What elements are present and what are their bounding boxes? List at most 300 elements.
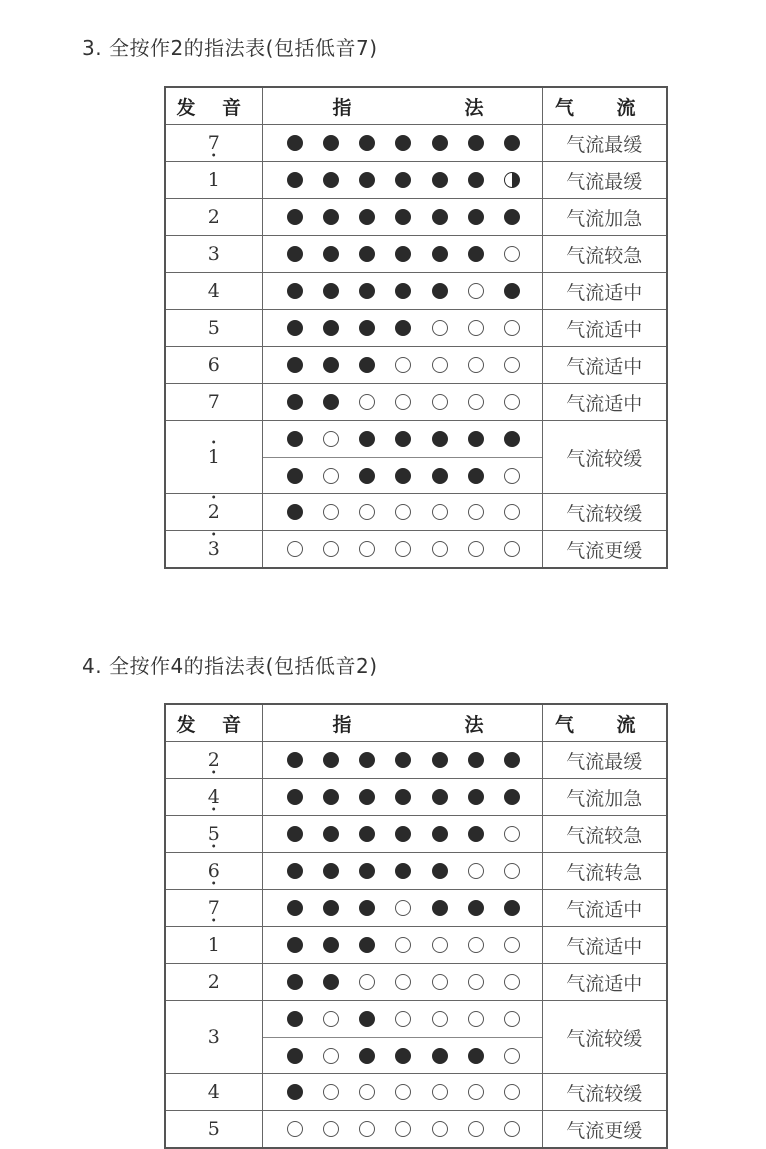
note-label: • 2	[208, 503, 220, 522]
note-label: 1	[207, 169, 220, 191]
note-label: 6 •	[208, 862, 220, 881]
fingering-pattern	[263, 927, 542, 963]
filled-hole-icon	[504, 135, 520, 151]
airflow-cell: 气流加急	[542, 199, 667, 236]
table-row	[165, 779, 667, 816]
fingering-pattern	[263, 236, 542, 272]
fingering-pattern	[263, 890, 542, 926]
airflow-cell: 气流最缓	[542, 125, 667, 162]
filled-hole-icon	[287, 357, 303, 373]
fingering-cell	[262, 742, 542, 779]
filled-hole-icon	[359, 246, 375, 262]
filled-hole-icon	[323, 357, 339, 373]
fingering-table-1	[164, 86, 668, 569]
filled-hole-icon	[395, 863, 411, 879]
filled-hole-icon	[359, 937, 375, 953]
airflow-cell: 气流适中	[542, 273, 667, 310]
fingering-cell	[262, 531, 542, 569]
note-cell	[165, 236, 262, 273]
note-cell	[165, 125, 262, 162]
table-row	[165, 1074, 667, 1111]
open-hole-icon	[504, 504, 520, 520]
fingering-pattern	[263, 1001, 542, 1037]
filled-hole-icon	[323, 826, 339, 842]
filled-hole-icon	[432, 246, 448, 262]
filled-hole-icon	[323, 246, 339, 262]
filled-hole-icon	[432, 900, 448, 916]
note-cell	[165, 742, 262, 779]
fingering-cell	[262, 1001, 542, 1074]
open-hole-icon	[504, 1011, 520, 1027]
filled-hole-icon	[287, 394, 303, 410]
airflow-cell: 气流适中	[542, 964, 667, 1001]
filled-hole-icon	[287, 974, 303, 990]
open-hole-icon	[395, 357, 411, 373]
airflow-cell: 气流较缓	[542, 1001, 667, 1074]
note-label: 5	[207, 1118, 220, 1140]
note-label: 3	[207, 1026, 220, 1048]
fingering-pattern	[263, 742, 542, 778]
note-cell	[165, 927, 262, 964]
open-hole-icon	[504, 541, 520, 557]
section-title-2: 4. 全按作4的指法表(包括低音2)	[82, 654, 378, 678]
header-airflow: 气 流	[542, 87, 667, 125]
table-row	[165, 162, 667, 199]
table-row	[165, 890, 667, 927]
open-hole-icon	[468, 974, 484, 990]
filled-hole-icon	[395, 320, 411, 336]
open-hole-icon	[395, 504, 411, 520]
filled-hole-icon	[468, 789, 484, 805]
open-hole-icon	[468, 283, 484, 299]
filled-hole-icon	[395, 1048, 411, 1064]
open-hole-icon	[468, 320, 484, 336]
filled-hole-icon	[359, 826, 375, 842]
note-cell	[165, 162, 262, 199]
filled-hole-icon	[504, 209, 520, 225]
header-fingering-b: 法	[464, 713, 484, 736]
note-label: 3	[207, 243, 220, 265]
table-row	[165, 816, 667, 853]
airflow-cell: 气流较急	[542, 816, 667, 853]
table-row	[165, 927, 667, 964]
airflow-cell: 气流适中	[542, 310, 667, 347]
open-hole-icon	[287, 1121, 303, 1137]
filled-hole-icon	[359, 1048, 375, 1064]
fingering-pattern	[263, 816, 542, 852]
open-hole-icon	[359, 504, 375, 520]
table-row	[165, 347, 667, 384]
filled-hole-icon	[432, 209, 448, 225]
filled-hole-icon	[287, 826, 303, 842]
open-hole-icon	[468, 1011, 484, 1027]
open-hole-icon	[468, 541, 484, 557]
note-label: 5 •	[208, 825, 220, 844]
open-hole-icon	[359, 1121, 375, 1137]
filled-hole-icon	[287, 209, 303, 225]
fingering-pattern	[263, 853, 542, 889]
table-header-row	[165, 704, 667, 742]
open-hole-icon	[287, 541, 303, 557]
note-label: • 1	[208, 448, 220, 467]
filled-hole-icon	[287, 135, 303, 151]
fingering-pattern	[263, 457, 542, 493]
filled-hole-icon	[287, 752, 303, 768]
open-hole-icon	[432, 1011, 448, 1027]
open-hole-icon	[323, 541, 339, 557]
filled-hole-icon	[395, 135, 411, 151]
note-cell	[165, 273, 262, 310]
filled-hole-icon	[432, 789, 448, 805]
airflow-cell: 气流较缓	[542, 1074, 667, 1111]
fingering-pattern	[263, 531, 542, 567]
filled-hole-icon	[468, 826, 484, 842]
filled-hole-icon	[323, 974, 339, 990]
fingering-cell	[262, 236, 542, 273]
filled-hole-icon	[395, 283, 411, 299]
fingering-cell	[262, 273, 542, 310]
filled-hole-icon	[287, 504, 303, 520]
open-hole-icon	[432, 1084, 448, 1100]
open-hole-icon	[359, 1084, 375, 1100]
filled-hole-icon	[359, 468, 375, 484]
filled-hole-icon	[395, 789, 411, 805]
fingering-cell	[262, 1074, 542, 1111]
airflow-cell: 气流更缓	[542, 1111, 667, 1149]
fingering-cell	[262, 927, 542, 964]
filled-hole-icon	[359, 357, 375, 373]
airflow-cell: 气流适中	[542, 347, 667, 384]
filled-hole-icon	[432, 283, 448, 299]
table-row	[165, 273, 667, 310]
table-row	[165, 199, 667, 236]
open-hole-icon	[395, 1084, 411, 1100]
fingering-cell	[262, 199, 542, 236]
filled-hole-icon	[359, 431, 375, 447]
table-row	[165, 125, 667, 162]
filled-hole-icon	[432, 752, 448, 768]
note-cell	[165, 199, 262, 236]
filled-hole-icon	[323, 789, 339, 805]
table-row	[165, 964, 667, 1001]
filled-hole-icon	[504, 789, 520, 805]
filled-hole-icon	[287, 1011, 303, 1027]
note-cell	[165, 964, 262, 1001]
filled-hole-icon	[395, 752, 411, 768]
open-hole-icon	[504, 246, 520, 262]
header-note: 发 音	[165, 87, 262, 125]
open-hole-icon	[359, 541, 375, 557]
filled-hole-icon	[468, 209, 484, 225]
note-cell	[165, 384, 262, 421]
filled-hole-icon	[323, 320, 339, 336]
note-cell	[165, 531, 262, 569]
open-hole-icon	[323, 504, 339, 520]
note-label: 4 •	[208, 788, 220, 807]
filled-hole-icon	[432, 431, 448, 447]
filled-hole-icon	[504, 431, 520, 447]
open-hole-icon	[323, 1121, 339, 1137]
note-cell	[165, 1074, 262, 1111]
open-hole-icon	[323, 431, 339, 447]
filled-hole-icon	[323, 394, 339, 410]
open-hole-icon	[504, 1121, 520, 1137]
airflow-cell: 气流较急	[542, 236, 667, 273]
open-hole-icon	[504, 974, 520, 990]
open-hole-icon	[395, 394, 411, 410]
open-hole-icon	[468, 394, 484, 410]
fingering-pattern	[263, 494, 542, 530]
filled-hole-icon	[323, 172, 339, 188]
airflow-cell: 气流适中	[542, 927, 667, 964]
open-hole-icon	[468, 863, 484, 879]
filled-hole-icon	[323, 283, 339, 299]
airflow-cell: 气流更缓	[542, 531, 667, 569]
filled-hole-icon	[287, 900, 303, 916]
filled-hole-icon	[287, 320, 303, 336]
filled-hole-icon	[359, 135, 375, 151]
header-airflow: 气 流	[542, 704, 667, 742]
filled-hole-icon	[287, 172, 303, 188]
header-fingering-a: 指	[332, 96, 352, 119]
filled-hole-icon	[504, 900, 520, 916]
open-hole-icon	[395, 1011, 411, 1027]
note-cell	[165, 310, 262, 347]
header-note: 发 音	[165, 704, 262, 742]
open-hole-icon	[359, 974, 375, 990]
filled-hole-icon	[468, 900, 484, 916]
fingering-pattern	[263, 384, 542, 420]
open-hole-icon	[504, 357, 520, 373]
filled-hole-icon	[287, 246, 303, 262]
table-row	[165, 421, 667, 494]
note-cell	[165, 779, 262, 816]
fingering-cell	[262, 384, 542, 421]
filled-hole-icon	[323, 209, 339, 225]
table-row	[165, 1001, 667, 1074]
filled-hole-icon	[323, 937, 339, 953]
fingering-cell	[262, 816, 542, 853]
open-hole-icon	[432, 541, 448, 557]
note-label: 7 •	[208, 899, 220, 918]
filled-hole-icon	[468, 246, 484, 262]
open-hole-icon	[504, 937, 520, 953]
note-label: • 3	[208, 540, 220, 559]
airflow-cell: 气流适中	[542, 890, 667, 927]
note-cell	[165, 347, 262, 384]
filled-hole-icon	[287, 468, 303, 484]
fingering-cell	[262, 890, 542, 927]
open-hole-icon	[395, 900, 411, 916]
open-hole-icon	[359, 394, 375, 410]
filled-hole-icon	[468, 135, 484, 151]
open-hole-icon	[504, 1048, 520, 1064]
filled-hole-icon	[395, 246, 411, 262]
airflow-cell: 气流适中	[542, 384, 667, 421]
note-label: 1	[207, 934, 220, 956]
fingering-cell	[262, 1111, 542, 1149]
note-cell	[165, 421, 262, 494]
half-hole-icon	[504, 172, 520, 188]
section-title-1: 3. 全按作2的指法表(包括低音7)	[82, 36, 378, 60]
filled-hole-icon	[432, 135, 448, 151]
fingering-pattern	[263, 1037, 542, 1073]
filled-hole-icon	[287, 431, 303, 447]
fingering-pattern	[263, 273, 542, 309]
filled-hole-icon	[359, 283, 375, 299]
open-hole-icon	[432, 320, 448, 336]
filled-hole-icon	[432, 468, 448, 484]
filled-hole-icon	[359, 320, 375, 336]
open-hole-icon	[504, 826, 520, 842]
airflow-cell: 气流最缓	[542, 162, 667, 199]
note-label: 2	[207, 206, 220, 228]
open-hole-icon	[504, 320, 520, 336]
open-hole-icon	[468, 1121, 484, 1137]
fingering-pattern	[263, 421, 542, 457]
filled-hole-icon	[395, 468, 411, 484]
note-label: 4	[207, 1081, 220, 1103]
note-cell	[165, 890, 262, 927]
fingering-pattern	[263, 125, 542, 161]
table-row	[165, 853, 667, 890]
airflow-cell: 气流较缓	[542, 421, 667, 494]
open-hole-icon	[504, 394, 520, 410]
open-hole-icon	[432, 357, 448, 373]
fingering-cell	[262, 421, 542, 494]
airflow-cell: 气流转急	[542, 853, 667, 890]
filled-hole-icon	[504, 752, 520, 768]
note-label: 5	[207, 317, 220, 339]
filled-hole-icon	[287, 283, 303, 299]
open-hole-icon	[468, 504, 484, 520]
fingering-cell	[262, 964, 542, 1001]
table-row	[165, 494, 667, 531]
note-cell	[165, 816, 262, 853]
filled-hole-icon	[432, 172, 448, 188]
note-label: 7 •	[208, 134, 220, 153]
filled-hole-icon	[287, 1084, 303, 1100]
open-hole-icon	[395, 1121, 411, 1137]
fingering-pattern	[263, 347, 542, 383]
open-hole-icon	[323, 1011, 339, 1027]
open-hole-icon	[395, 937, 411, 953]
fingering-table-2	[164, 703, 668, 1149]
fingering-pattern	[263, 779, 542, 815]
filled-hole-icon	[359, 863, 375, 879]
filled-hole-icon	[468, 752, 484, 768]
table-row	[165, 742, 667, 779]
note-cell	[165, 494, 262, 531]
filled-hole-icon	[359, 209, 375, 225]
filled-hole-icon	[432, 826, 448, 842]
table-row	[165, 236, 667, 273]
table-row	[165, 384, 667, 421]
filled-hole-icon	[359, 789, 375, 805]
open-hole-icon	[432, 1121, 448, 1137]
filled-hole-icon	[395, 826, 411, 842]
note-cell	[165, 1001, 262, 1074]
open-hole-icon	[468, 937, 484, 953]
fingering-cell	[262, 494, 542, 531]
filled-hole-icon	[359, 172, 375, 188]
note-label: 2 •	[208, 751, 220, 770]
filled-hole-icon	[359, 752, 375, 768]
filled-hole-icon	[323, 863, 339, 879]
fingering-cell	[262, 853, 542, 890]
open-hole-icon	[395, 974, 411, 990]
filled-hole-icon	[359, 1011, 375, 1027]
header-fingering	[262, 87, 542, 125]
filled-hole-icon	[359, 900, 375, 916]
filled-hole-icon	[468, 468, 484, 484]
fingering-pattern	[263, 199, 542, 235]
fingering-cell	[262, 347, 542, 384]
airflow-cell: 气流加急	[542, 779, 667, 816]
table-row	[165, 531, 667, 569]
header-fingering	[262, 704, 542, 742]
filled-hole-icon	[468, 172, 484, 188]
filled-hole-icon	[323, 900, 339, 916]
filled-hole-icon	[287, 789, 303, 805]
fingering-cell	[262, 125, 542, 162]
airflow-cell: 气流最缓	[542, 742, 667, 779]
note-label: 6	[207, 354, 220, 376]
fingering-cell	[262, 162, 542, 199]
open-hole-icon	[432, 394, 448, 410]
note-label: 2	[207, 971, 220, 993]
header-fingering-a: 指	[332, 713, 352, 736]
open-hole-icon	[323, 468, 339, 484]
table-row	[165, 1111, 667, 1149]
note-label: 7	[207, 391, 220, 413]
fingering-cell	[262, 310, 542, 347]
airflow-cell: 气流较缓	[542, 494, 667, 531]
filled-hole-icon	[395, 172, 411, 188]
header-fingering-b: 法	[464, 96, 484, 119]
filled-hole-icon	[468, 1048, 484, 1064]
filled-hole-icon	[287, 937, 303, 953]
note-label: 4	[207, 280, 220, 302]
open-hole-icon	[504, 1084, 520, 1100]
filled-hole-icon	[432, 863, 448, 879]
open-hole-icon	[432, 974, 448, 990]
filled-hole-icon	[323, 135, 339, 151]
open-hole-icon	[323, 1048, 339, 1064]
filled-hole-icon	[323, 752, 339, 768]
filled-hole-icon	[504, 283, 520, 299]
filled-hole-icon	[287, 1048, 303, 1064]
fingering-cell	[262, 779, 542, 816]
filled-hole-icon	[468, 431, 484, 447]
filled-hole-icon	[395, 209, 411, 225]
open-hole-icon	[432, 504, 448, 520]
fingering-pattern	[263, 1074, 542, 1110]
filled-hole-icon	[395, 431, 411, 447]
open-hole-icon	[432, 937, 448, 953]
filled-hole-icon	[287, 863, 303, 879]
table-header-row	[165, 87, 667, 125]
open-hole-icon	[323, 1084, 339, 1100]
fingering-pattern	[263, 310, 542, 346]
fingering-pattern	[263, 162, 542, 198]
note-cell	[165, 1111, 262, 1149]
open-hole-icon	[504, 863, 520, 879]
open-hole-icon	[468, 357, 484, 373]
table-row	[165, 310, 667, 347]
filled-hole-icon	[432, 1048, 448, 1064]
open-hole-icon	[504, 468, 520, 484]
